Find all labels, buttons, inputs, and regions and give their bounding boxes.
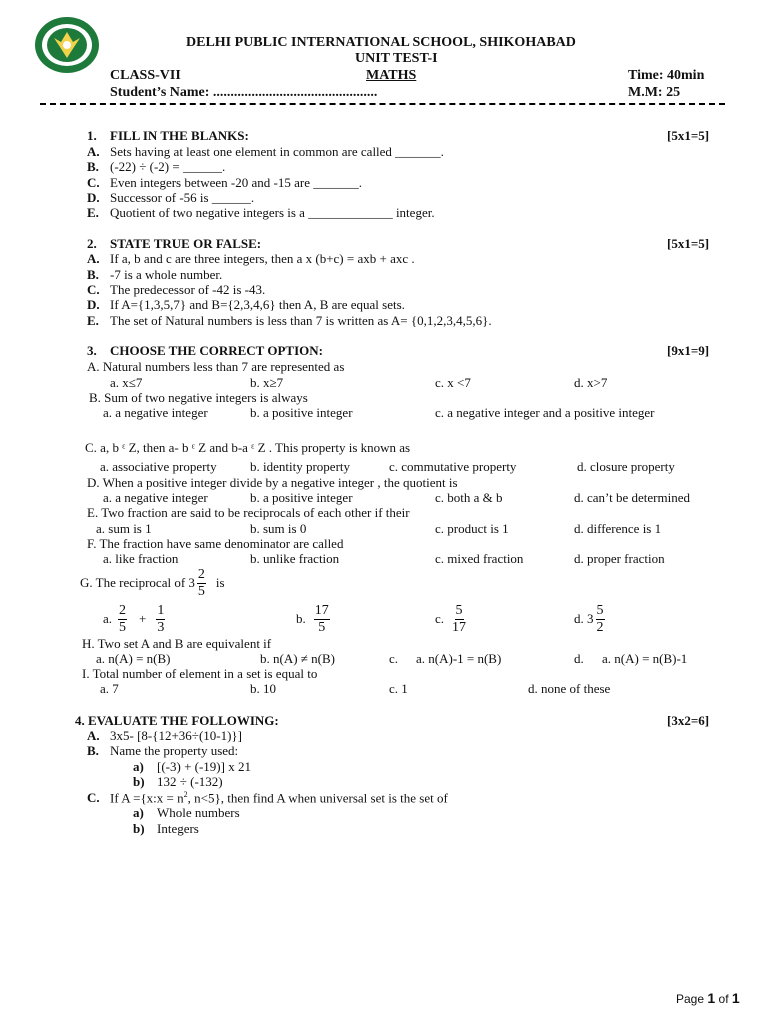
plus-sign: + xyxy=(139,611,147,626)
q3b-question: B. Sum of two negative integers is always xyxy=(89,390,308,405)
numerator: 1 xyxy=(157,602,165,618)
option-a: a. x≤7 xyxy=(110,375,143,390)
q1-item-label: D. xyxy=(87,190,100,205)
q4-title: 4. EVALUATE THE FOLLOWING: xyxy=(75,713,279,728)
option-b: b. a positive integer xyxy=(250,490,353,505)
sub-item-label: a) xyxy=(133,759,144,774)
option-a: a. a negative integer xyxy=(103,490,208,505)
sub-item-text: Integers xyxy=(157,821,199,836)
subject-label: MATHS xyxy=(366,68,417,83)
option-c: c. product is 1 xyxy=(435,521,509,536)
class-label: CLASS-VII xyxy=(110,68,181,83)
q3-marks: [9x1=9] xyxy=(667,343,710,358)
q1-title: FILL IN THE BLANKS: xyxy=(110,128,249,143)
q1-item-text: (-22) ÷ (-2) = ______. xyxy=(110,159,226,174)
q3c-question: C. a, b ᵋ Z, then a- b ᵋ Z and b-a ᵋ Z . This property is known as xyxy=(85,440,411,455)
numerator: 5 xyxy=(596,602,604,618)
q2-item-text: -7 is a whole number. xyxy=(110,267,223,282)
q4c-text xyxy=(110,790,448,806)
q4b-text: Name the property used: xyxy=(110,743,239,758)
max-marks-label: M.M: 25 xyxy=(628,85,681,100)
option-d: d. difference is 1 xyxy=(574,521,662,536)
sub-item-text: 132 ÷ (-132) xyxy=(157,774,223,789)
numerator: 5 xyxy=(455,602,463,618)
denominator: 5 xyxy=(318,619,326,635)
option-a: a. associative property xyxy=(100,459,217,474)
q3a-question: A. Natural numbers less than 7 are represented as xyxy=(87,359,345,374)
numerator: 2 xyxy=(197,566,205,582)
option-c: c. mixed fraction xyxy=(435,551,524,566)
q3-title: CHOOSE THE CORRECT OPTION: xyxy=(110,343,323,358)
q1-marks: [5x1=5] xyxy=(667,128,710,143)
fraction xyxy=(156,604,165,635)
option-c xyxy=(435,602,468,636)
q1-item-text: Even integers between -20 and -15 are _______. xyxy=(110,175,362,190)
q2-item-label: B. xyxy=(87,267,99,282)
school-name: DELHI PUBLIC INTERNATIONAL SCHOOL, SHIKOHABAD xyxy=(186,35,576,50)
q3g-question xyxy=(80,566,225,600)
sub-item-label: b) xyxy=(133,774,145,789)
q4-marks: [3x2=6] xyxy=(667,713,710,728)
fraction xyxy=(596,604,605,635)
total-pages: 1 xyxy=(731,990,740,1006)
option-a: a. like fraction xyxy=(103,551,179,566)
option-d: a. n(A) = n(B)-1 xyxy=(602,651,688,666)
option-d: d. x>7 xyxy=(574,375,608,390)
q2-title: STATE TRUE OR FALSE: xyxy=(110,236,262,251)
option-c: c. commutative property xyxy=(389,459,517,474)
option-b: b. n(A) ≠ n(B) xyxy=(260,651,336,666)
q2-item-label: D. xyxy=(87,297,100,312)
option-c: a. n(A)-1 = n(B) xyxy=(416,651,502,666)
q1-item-text: Sets having at least one element in common are called _______. xyxy=(110,144,444,159)
q4b-label: B. xyxy=(87,743,99,758)
q1-item-label: E. xyxy=(87,205,99,220)
q3i-question: I. Total number of element in a set is equal to xyxy=(82,666,318,681)
option-b: b. 10 xyxy=(250,681,276,696)
q1-number: 1. xyxy=(87,128,97,143)
option-label: a. xyxy=(103,611,113,626)
q2-item-label: A. xyxy=(87,251,100,266)
q4a-label: A. xyxy=(87,728,100,743)
option-c: c. a negative integer and a positive integer xyxy=(435,405,655,420)
option-d-label: d. xyxy=(574,651,584,666)
option-d xyxy=(574,602,607,636)
header-divider xyxy=(40,103,725,105)
denominator: 5 xyxy=(119,619,127,635)
page-number xyxy=(676,990,740,1006)
sub-item-text: [(-3) + (-19)] x 21 xyxy=(157,759,251,774)
sub-item-label: a) xyxy=(133,805,144,820)
fraction xyxy=(314,604,330,635)
option-c: c. x <7 xyxy=(435,375,471,390)
superscript: 2 xyxy=(183,790,188,799)
of-label: of xyxy=(718,992,729,1006)
option-c-label: c. xyxy=(389,651,399,666)
option-b xyxy=(296,602,332,636)
option-b: b. x≥7 xyxy=(250,375,284,390)
q2-item-label: C. xyxy=(87,282,100,297)
option-d: d. none of these xyxy=(528,681,611,696)
q2-item-label: E. xyxy=(87,313,99,328)
fraction xyxy=(197,568,206,599)
q3-number: 3. xyxy=(87,343,97,358)
time-label: Time: 40min xyxy=(628,68,705,83)
q2-item-text: The predecessor of -42 is -43. xyxy=(110,282,266,297)
option-d: d. proper fraction xyxy=(574,551,665,566)
option-a xyxy=(103,602,167,636)
option-b: b. identity property xyxy=(250,459,351,474)
option-a: a. n(A) = n(B) xyxy=(96,651,171,666)
q1-item-label: A. xyxy=(87,144,100,159)
q1-item-label: C. xyxy=(87,175,100,190)
sub-item-label: b) xyxy=(133,821,145,836)
school-logo xyxy=(34,16,100,74)
numerator: 17 xyxy=(314,602,329,618)
denominator: 3 xyxy=(157,619,165,635)
test-name: UNIT TEST-I xyxy=(355,51,438,66)
denominator: 5 xyxy=(197,583,205,599)
numerator: 2 xyxy=(119,602,127,618)
q3g-question-text: G. The reciprocal of 3 xyxy=(80,575,195,590)
option-label: d. 3 xyxy=(574,611,594,626)
option-label: c. xyxy=(435,611,445,626)
student-name-field: Student’s Name: ............................................... xyxy=(110,85,378,100)
current-page: 1 xyxy=(707,990,716,1006)
denominator: 2 xyxy=(596,619,604,635)
q4c-text-pre: If A ={x:x = n xyxy=(110,790,184,806)
q4c-text-post: , n<5}, then find A when universal set is the set of xyxy=(187,790,448,806)
option-c: c. both a & b xyxy=(435,490,503,505)
q2-item-text: The set of Natural numbers is less than 7 is written as A= {0,1,2,3,4,5,6}. xyxy=(110,313,492,328)
q2-item-text: If A={1,3,5,7} and B={2,3,4,6} then A, B are equal sets. xyxy=(110,297,405,312)
q1-item-text: Quotient of two negative integers is a _____________ integer. xyxy=(110,205,435,220)
option-c: c. 1 xyxy=(389,681,408,696)
page-label: Page xyxy=(676,992,705,1006)
option-a: a. sum is 1 xyxy=(96,521,152,536)
q2-marks: [5x1=5] xyxy=(667,236,710,251)
fraction xyxy=(452,604,466,635)
option-b: b. unlike fraction xyxy=(250,551,340,566)
option-b: b. a positive integer xyxy=(250,405,353,420)
q1-item-text: Successor of -56 is ______. xyxy=(110,190,255,205)
q4a-text: 3x5- [8-{12+36÷(10-1)}] xyxy=(110,728,242,743)
sub-item-text: Whole numbers xyxy=(157,805,240,820)
q2-number: 2. xyxy=(87,236,97,251)
option-d: d. closure property xyxy=(577,459,675,474)
q3e-question: E. Two fraction are said to be reciprocals of each other if their xyxy=(87,505,410,520)
q2-item-text: If a, b and c are three integers, then a x (b+c) = axb + axc . xyxy=(110,251,415,266)
option-d: d. can’t be determined xyxy=(574,490,690,505)
option-a: a. 7 xyxy=(100,681,119,696)
q3h-question: H. Two set A and B are equivalent if xyxy=(82,636,272,651)
q3d-question: D. When a positive integer divide by a negative integer , the quotient is xyxy=(87,475,458,490)
q3g-question-end: is xyxy=(215,575,225,590)
option-b: b. sum is 0 xyxy=(250,521,307,536)
option-a: a. a negative integer xyxy=(103,405,208,420)
q1-item-label: B. xyxy=(87,159,99,174)
q4c-label: C. xyxy=(87,790,100,805)
denominator: 17 xyxy=(452,619,467,635)
fraction xyxy=(118,604,127,635)
q3f-question: F. The fraction have same denominator are called xyxy=(87,536,344,551)
option-label: b. xyxy=(296,611,306,626)
